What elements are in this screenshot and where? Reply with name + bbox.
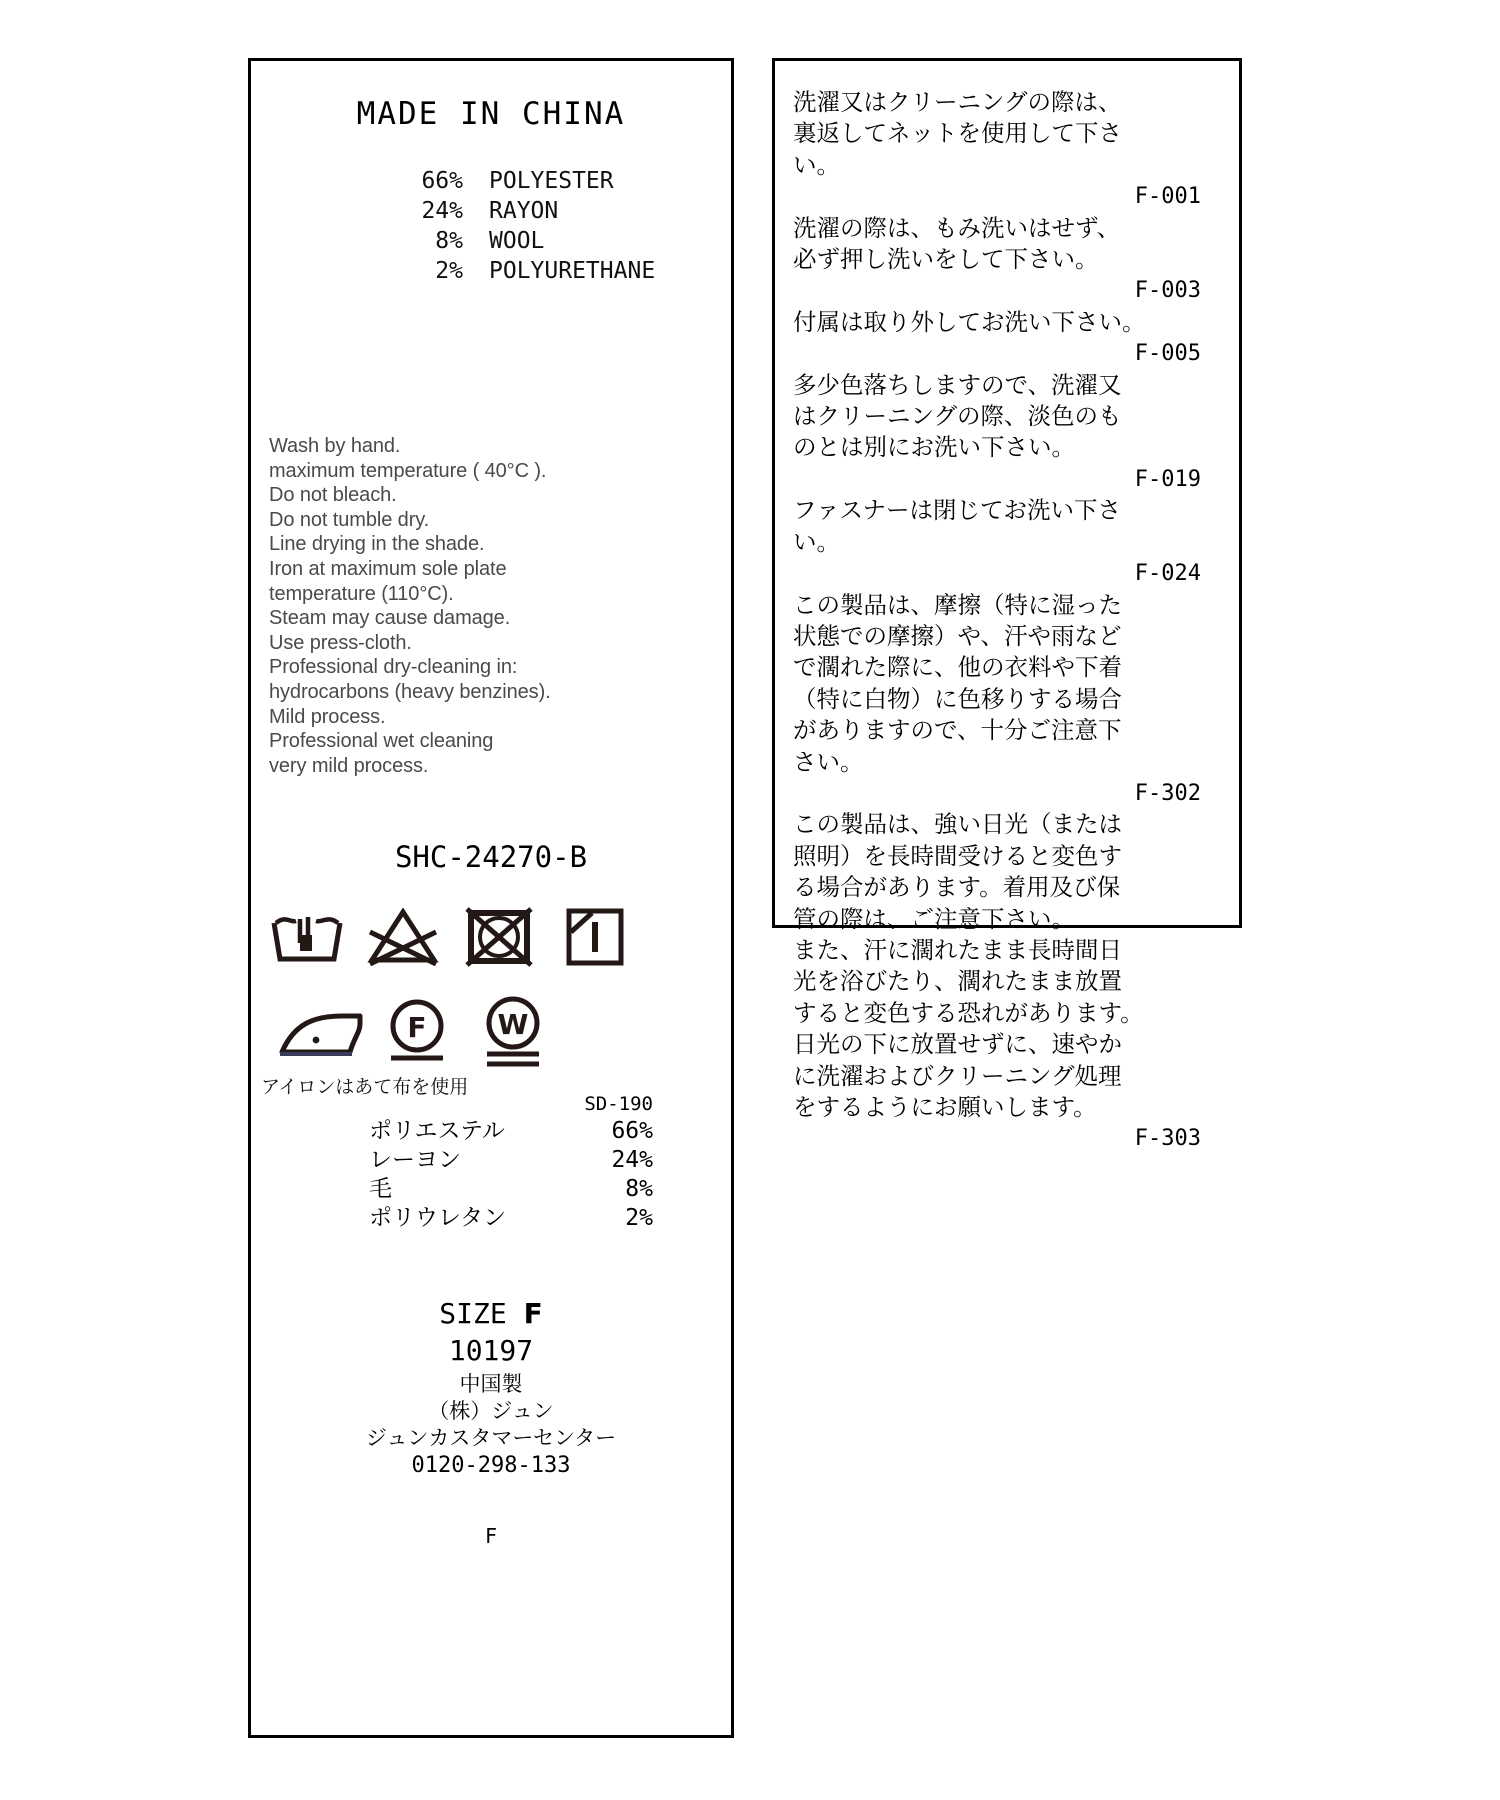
line-dry-in-shade-symbol — [547, 896, 643, 978]
composition-material: レーヨン — [369, 1147, 461, 1174]
care-line: 管の際は、ご注意下さい。 — [793, 904, 1075, 933]
composition-percent: 66% — [421, 168, 463, 194]
composition-row — [369, 1175, 653, 1204]
care-instruction-line: maximum temperature ( 40°C ). — [269, 459, 547, 482]
care-block — [793, 809, 1219, 1154]
care-block — [793, 213, 1219, 307]
care-code: F-001 — [1134, 184, 1201, 210]
care-instruction-line: very mild process. — [269, 754, 429, 777]
care-line: さい。 — [793, 747, 864, 776]
care-line: ファスナーは閉じてお洗い下さ — [793, 496, 1122, 525]
care-line: 必ず押し洗いをして下さい。 — [793, 245, 1099, 274]
care-line: 洗濯又はクリーニングの際は、 — [793, 88, 1122, 116]
composition-percent: 8% — [435, 228, 463, 254]
svg-text:F: F — [407, 1011, 427, 1045]
care-instructions-english — [251, 434, 731, 778]
care-instructions-japanese — [775, 61, 1239, 1155]
composition-material: WOOL — [489, 228, 545, 254]
composition-percent: 8% — [625, 1176, 653, 1203]
product-code: SHC-24270-B — [394, 840, 588, 875]
care-code: F-302 — [1134, 780, 1201, 806]
sd-code: SD-190 — [584, 1093, 653, 1116]
care-block — [793, 590, 1219, 810]
care-instruction-line: Do not bleach. — [269, 484, 397, 507]
care-line: また、汗に濶れたまま長時間日 — [793, 935, 1122, 964]
care-line: に洗濯およびクリーニング処理 — [793, 1061, 1122, 1090]
composition-row — [401, 256, 731, 286]
care-code: F-019 — [1134, 466, 1201, 492]
care-code: F-005 — [1134, 341, 1201, 367]
care-line: る場合があります。着用及び保 — [793, 873, 1121, 902]
composition-material: 毛 — [369, 1176, 392, 1203]
care-instruction-line: hydrocarbons (heavy benzines). — [269, 680, 551, 703]
care-line: のとは別にお洗い下さい。 — [793, 433, 1075, 462]
care-line: この製品は、摩擦（特に湿った — [793, 590, 1122, 619]
care-instruction-line: Line drying in the shade. — [269, 533, 485, 556]
composition-percent: 66% — [611, 1118, 653, 1145]
care-code: F-003 — [1134, 278, 1201, 304]
care-label-right-panel — [772, 58, 1242, 1152]
care-symbols-row-2 — [251, 992, 731, 1074]
composition-material: POLYURETHANE — [489, 258, 656, 284]
manufacturer-line: ジュンカスタマーセンター — [365, 1426, 617, 1451]
care-line: 状態での摩擦）や、汗や雨など — [793, 621, 1122, 650]
size-prefix: SIZE — [439, 1297, 524, 1331]
care-instruction-line: Mild process. — [269, 705, 386, 728]
care-block — [793, 307, 1219, 370]
composition-percent: 24% — [611, 1147, 653, 1174]
care-line: 多少色落ちしますので、洗濯又 — [793, 370, 1122, 399]
composition-material: POLYESTER — [489, 168, 614, 194]
composition-list-japanese — [251, 1117, 731, 1233]
composition-row — [401, 226, 731, 256]
care-instruction-line: Do not tumble dry. — [269, 508, 430, 531]
care-block — [793, 87, 1219, 213]
composition-row — [369, 1146, 653, 1175]
care-line: 裏返してネットを使用して下さ — [793, 119, 1122, 148]
do-not-bleach-symbol — [355, 896, 451, 978]
composition-list-english — [251, 166, 731, 286]
care-line: で濶れた際に、他の衣料や下着 — [793, 653, 1122, 682]
care-line: がありますので、十分ご注意下 — [793, 716, 1122, 745]
care-instruction-line: Professional dry-cleaning in: — [269, 656, 518, 679]
care-line: 日光の下に放置せずに、速やか — [793, 1030, 1122, 1059]
care-block — [793, 370, 1219, 496]
care-block — [793, 495, 1219, 589]
care-line: 光を浴びたり、濶れたまま放置 — [793, 967, 1122, 996]
care-instruction-line: Use press-cloth. — [269, 631, 412, 654]
composition-row — [369, 1117, 653, 1146]
hand-wash-symbol — [259, 896, 355, 978]
made-in-country-heading: MADE IN CHINA — [356, 96, 626, 132]
do-not-tumble-dry-symbol — [451, 896, 547, 978]
iron-low-temperature-symbol — [273, 992, 369, 1074]
care-line: この製品は、強い日光（または — [793, 810, 1122, 839]
composition-row — [401, 166, 731, 196]
care-line: い。 — [793, 527, 840, 556]
size-letter-footer: F — [484, 1524, 498, 1549]
composition-percent: 2% — [435, 258, 463, 284]
dry-clean-petroleum-mild-symbol — [369, 992, 465, 1074]
care-instruction-line: Wash by hand. — [269, 435, 401, 457]
svg-text:W: W — [497, 1008, 529, 1042]
care-line: い。 — [793, 150, 840, 179]
composition-material: ポリエステル — [369, 1118, 505, 1145]
care-line: 付属は取り外してお洗い下さい。 — [793, 307, 1146, 336]
care-label-left-panel — [248, 58, 734, 1738]
composition-material: RAYON — [489, 198, 559, 224]
care-line: をするようにお願いします。 — [793, 1093, 1097, 1121]
iron-press-cloth-note: アイロンはあて布を使用 — [261, 1076, 469, 1099]
wet-clean-very-mild-symbol — [465, 992, 561, 1074]
manufacturer-line: （株）ジュン — [428, 1399, 554, 1424]
care-code: F-303 — [1134, 1126, 1201, 1152]
composition-percent: 24% — [421, 198, 463, 224]
care-line: すると変色する恐れがあります。 — [793, 998, 1144, 1027]
manufacturer-line: 中国製 — [459, 1372, 523, 1397]
model-number: 10197 — [448, 1334, 534, 1368]
composition-percent: 2% — [625, 1205, 653, 1232]
size-line — [251, 1297, 731, 1330]
care-symbols-row-1 — [251, 896, 731, 978]
care-instruction-line: Steam may cause damage. — [269, 607, 511, 630]
care-instruction-line: Iron at maximum sole plate — [269, 557, 507, 580]
care-line: はクリーニングの際、淡色のも — [793, 402, 1122, 431]
care-instruction-line: temperature (110°C). — [269, 582, 454, 605]
composition-row — [401, 196, 731, 226]
care-code: F-024 — [1134, 561, 1201, 587]
manufacturer-info — [251, 1371, 731, 1452]
composition-material: ポリウレタン — [369, 1205, 507, 1232]
size-value: F — [523, 1297, 543, 1331]
care-line: （特に白物）に色移りする場合 — [793, 684, 1122, 713]
customer-service-phone: 0120-298-133 — [411, 1453, 571, 1479]
care-line: 照明）を長時間受けると変色す — [793, 841, 1122, 870]
care-line: 洗濯の際は、もみ洗いはせず、 — [793, 213, 1121, 242]
care-instruction-line: Professional wet cleaning — [269, 730, 494, 753]
composition-row — [369, 1204, 653, 1233]
